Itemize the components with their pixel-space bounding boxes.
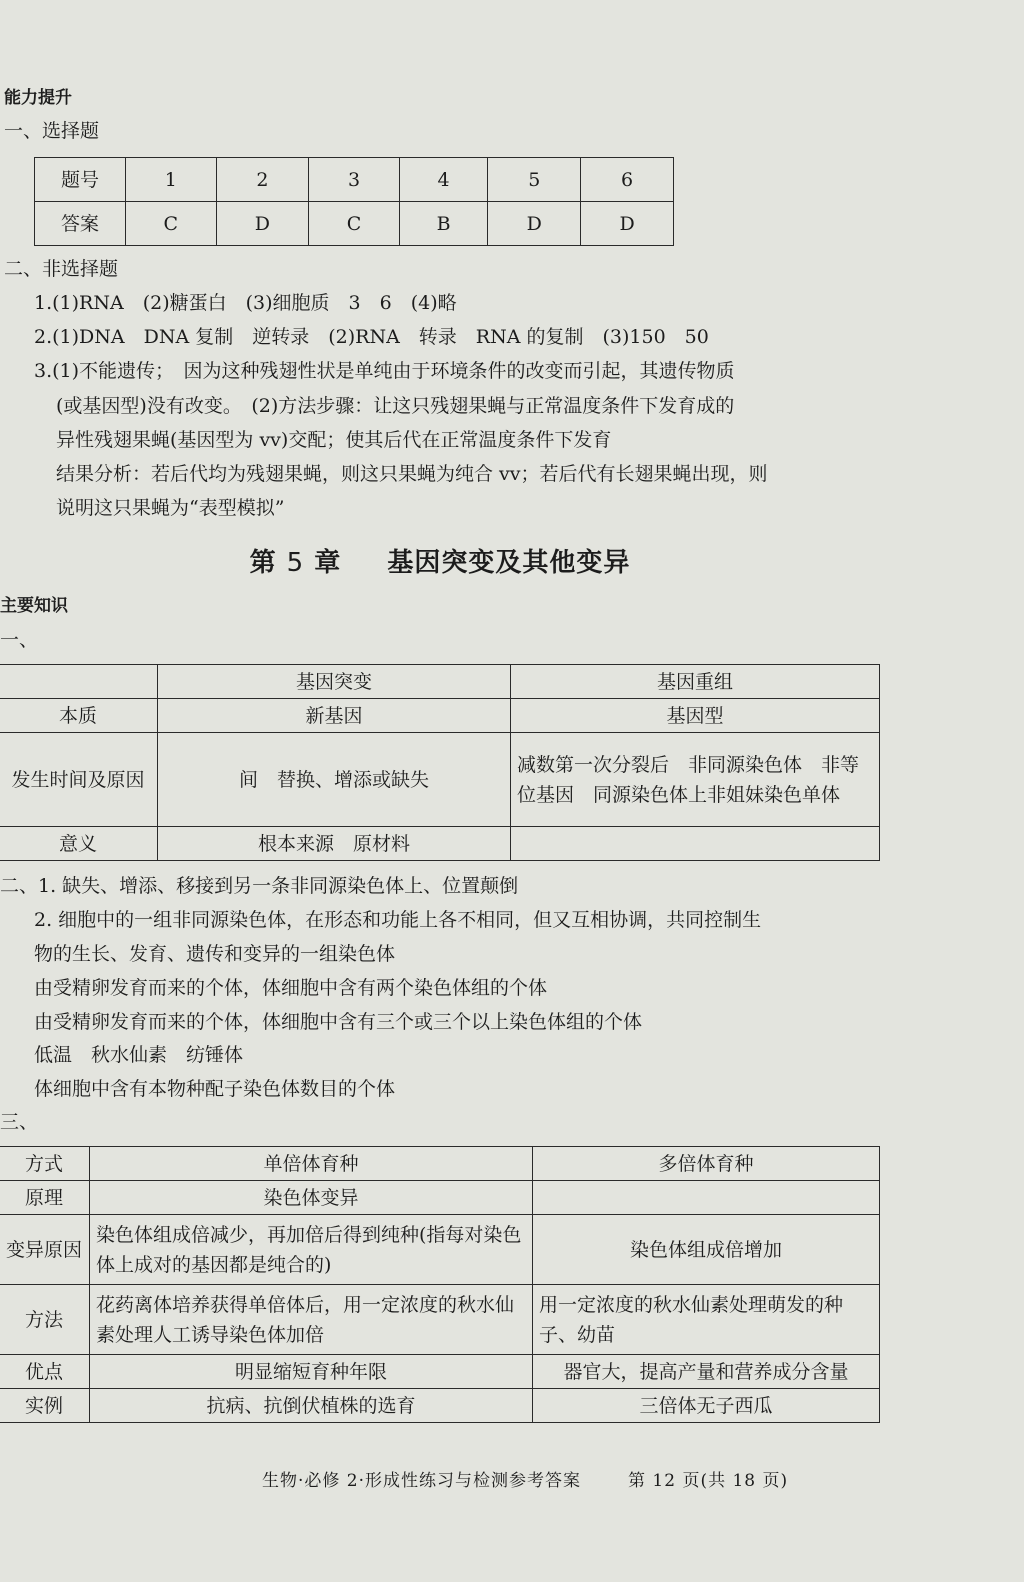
- answer-line: 由受精卵发育而来的个体，体细胞中含有两个染色体组的个体: [34, 977, 548, 999]
- table-row: 原理 染色体变异: [0, 1181, 880, 1215]
- part-three-label: 三、: [0, 1111, 39, 1133]
- answer-line: 低温 秋水仙素 纺锤体: [34, 1044, 244, 1066]
- breeding-table: [0, 1146, 880, 1423]
- section-heading-main: 主要知识: [0, 596, 68, 616]
- answer-line: 异性残翅果蝇(基因型为 vv)交配；使其后代在正常温度条件下发育: [56, 429, 612, 451]
- table-row: 意义 根本来源 原材料: [0, 827, 880, 861]
- section-heading-ability: 能力提升: [4, 88, 72, 108]
- answer-line: 1.(1)RNA (2)糖蛋白 (3)细胞质 3 6 (4)略: [34, 292, 457, 314]
- table-row: 变异原因 染色体组成倍减少，再加倍后得到纯种(指每对染色体上成对的基因都是纯合的) 染色体组成倍增加: [0, 1215, 880, 1285]
- table-row: 本质 新基因 基因型: [0, 699, 880, 733]
- answer-line: 由受精卵发育而来的个体，体细胞中含有三个或三个以上染色体组的个体: [34, 1011, 643, 1033]
- table-row: 题号 1 2 3 4 5 6: [35, 158, 674, 202]
- table-row: 发生时间及原因 间 替换、增添或缺失 减数第一次分裂后 非同源染色体 非等位基因 同源染色体上非姐妹染色单体: [0, 733, 880, 827]
- answer-line: 二、1. 缺失、增添、移接到另一条非同源染色体上、位置颠倒: [0, 875, 519, 897]
- table-row: 方法 花药离体培养获得单倍体后，用一定浓度的秋水仙素处理人工诱导染色体加倍 用一定浓度的秋水仙素处理萌发的种子、幼苗: [0, 1285, 880, 1355]
- answer-line: 3.(1)不能遗传； 因为这种残翅性状是单纯由于环境条件的改变而引起，其遗传物质: [34, 360, 735, 382]
- table-row: 答案 C D C B D D: [35, 202, 674, 246]
- answer-line: 2.(1)DNA DNA 复制 逆转录 (2)RNA 转录 RNA 的复制 (3)150 50: [34, 326, 709, 348]
- part-one-label: 一、: [0, 629, 39, 651]
- table-row: 优点 明显缩短育种年限 器官大，提高产量和营养成分含量: [0, 1355, 880, 1389]
- answer-line: 结果分析：若后代均为残翅果蝇，则这只果蝇为纯合 vv；若后代有长翅果蝇出现，则: [56, 463, 768, 485]
- answer-line: 体细胞中含有本物种配子染色体数目的个体: [34, 1078, 396, 1100]
- page-footer: [262, 1466, 789, 1491]
- table-row: 实例 抗病、抗倒伏植株的选育 三倍体无子西瓜: [0, 1389, 880, 1423]
- subsection-choice: 一、选择题: [4, 120, 100, 142]
- answer-table: [34, 157, 674, 246]
- answer-line: 说明这只果蝇为“表型模拟”: [56, 497, 285, 519]
- footer-page-number: 第 12 页(共 18 页): [628, 1471, 789, 1491]
- answer-line: 2. 细胞中的一组非同源染色体，在形态和功能上各不相同，但又互相协调，共同控制生: [34, 909, 762, 931]
- table-row: 方式 单倍体育种 多倍体育种: [0, 1147, 880, 1181]
- footer-book-title: 生物·必修 2·形成性练习与检测参考答案: [262, 1471, 582, 1491]
- subsection-nonchoice: 二、非选择题: [4, 258, 119, 280]
- mutation-table: [0, 664, 880, 861]
- chapter-title: 第 5 章 基因突变及其他变异: [249, 548, 631, 578]
- answer-line: 物的生长、发育、遗传和变异的一组染色体: [34, 943, 396, 965]
- table-row: 基因突变 基因重组: [0, 665, 880, 699]
- answer-line: (或基因型)没有改变。 (2)方法步骤：让这只残翅果蝇与正常温度条件下发育成的: [56, 395, 735, 417]
